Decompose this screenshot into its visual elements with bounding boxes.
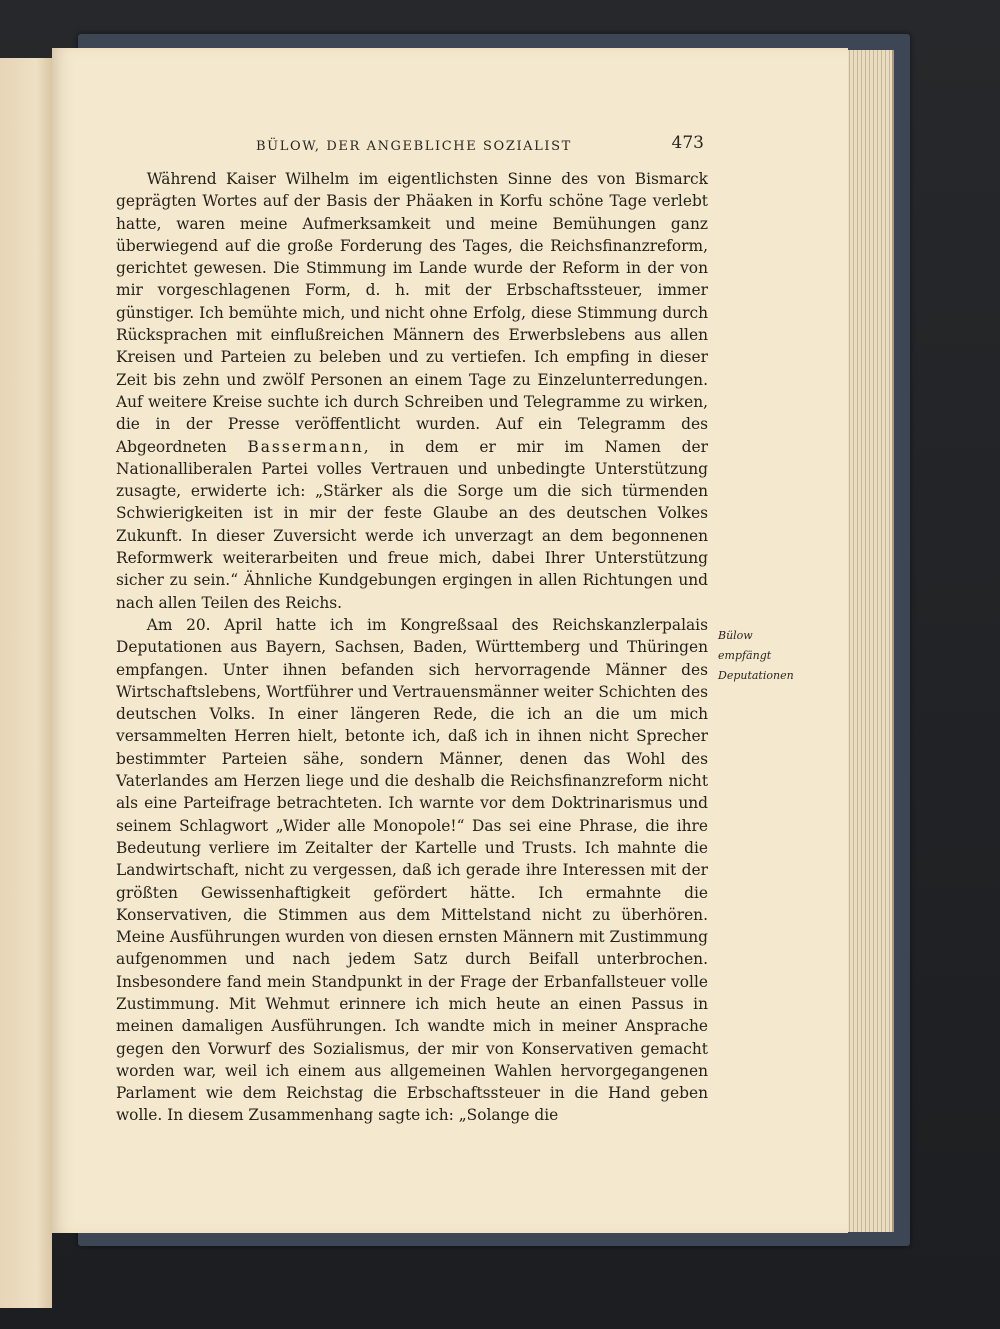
spaced-name: Bassermann [247,437,364,456]
running-head-title: BÜLOW, DER ANGEBLICHE SOZIALIST [256,139,572,154]
body-text [116,168,708,1127]
paragraph-2: Am 20. April hatte ich im Kongreßsaal des Reichskanzlerpalais Deputationen aus Bayern, Sachsen, Baden, Württemberg und Thüringen empfangen. Unter ihnen befanden sich hervorragende Männer des Wirtschaftslebens, Wortführer und Vertrauensmänner weiter Schichten des deutschen Volks. In einer längeren Rede, die ich an die um mich versammelten Herren hielt, betonte ich, daß ich in ihnen nicht Sprecher bestimmter Parteien sähe, sondern Männer, denen das Wohl des Vaterlandes am Herzen liege und die deshalb die Reichsfinanzreform nicht als eine Parteifrage betrachteten. Ich warnte vor dem Doktrinarismus und seinem Schlagwort „Wider alle Monopole!“ Das sei eine Phrase, die ihre Bedeutung verliere im Zeitalter der Kartelle und Trusts. Ich mahnte die Landwirtschaft, nicht zu vergessen, daß ich gerade ihre Interessen mit der größten Gewissenhaftigkeit gefördert hätte. Ich ermahnte die Konservativen, die Stimmen aus dem Mittelstand nicht zu überhören. Meine Ausführungen wurden von diesen ernsten Männern mit Zustimmung aufgenommen und nach jedem Satz durch Beifall unterbrochen. Insbesondere fand mein Standpunkt in der Frage der Erbanfallsteuer volle Zustimmung. Mit Wehmut erinnere ich mich heute an einen Passus in meinen damaligen Ausführungen. Ich wandte mich in meiner Ansprache gegen den Vorwurf des Sozialismus, der mir von Konservativen gemacht worden war, weil ich einem aus allgemeinen Wahlen hervorgegangenen Parlament wie dem Reichstag die Erbschaftssteuer in die Hand geben wolle. In diesem Zusammenhang sagte ich: „Solange die [116,615,708,1125]
marginal-note-line-2: empfängt [718,649,772,662]
page-number: 473 [671,133,704,153]
marginal-note [718,626,828,686]
marginal-note-line-1: Bülow [718,629,753,642]
page-block-edges [842,50,894,1232]
facing-page-edge [0,58,52,1308]
running-head [116,133,708,159]
marginal-note-line-3: Deputationen [718,669,794,682]
paragraph-1 [116,168,708,614]
paragraph-1-text-b: , in dem er mir im Namen der Nationalliberalen Partei volles Vertrauen und unbedingte Unterstützung zusagte, erwiderte ich: „Stärker als die Sorge um die sich türmenden Schwierigkeiten ist in mir der feste Glaube an des deutschen Volkes Zukunft. In dieser Zuversicht werde ich unverzagt an dem begonnenen Reformwerk weiterarbeiten und freue mich, dabei Ihrer Unterstützung sicher zu sein.“ Ähnliche Kundgebungen ergingen in allen Richtungen und nach allen Teilen des Reichs. [116,437,708,612]
paragraph-1-text-a: Während Kaiser Wilhelm im eigentlichsten Sinne des von Bismarck geprägten Wortes auf der Basis der Phäaken in Korfu schöne Tage verlebt hatte, waren meine Aufmerksamkeit und meine Bemühungen ganz überwiegend auf die große Forderung des Tages, die Reichsfinanzreform, gerichtet gewesen. Die Stimmung im Lande wurde der Reform in der von mir vorgeschlagenen Form, d. h. mit der Erbschaftssteuer, immer günstiger. Ich bemühte mich, und nicht ohne Erfolg, diese Stimmung durch Rücksprachen mit einflußreichen Männern des Erwerbslebens aus allen Kreisen und Parteien zu beleben und zu vertiefen. Ich empfing in dieser Zeit bis zehn und zwölf Personen an einem Tage zu Einzelunterredungen. Auf weitere Kreise suchte ich durch Schreiben und Telegramme zu wirken, die in der Presse veröffentlicht wurden. Auf ein Telegramm des Abgeordneten [116,170,708,456]
